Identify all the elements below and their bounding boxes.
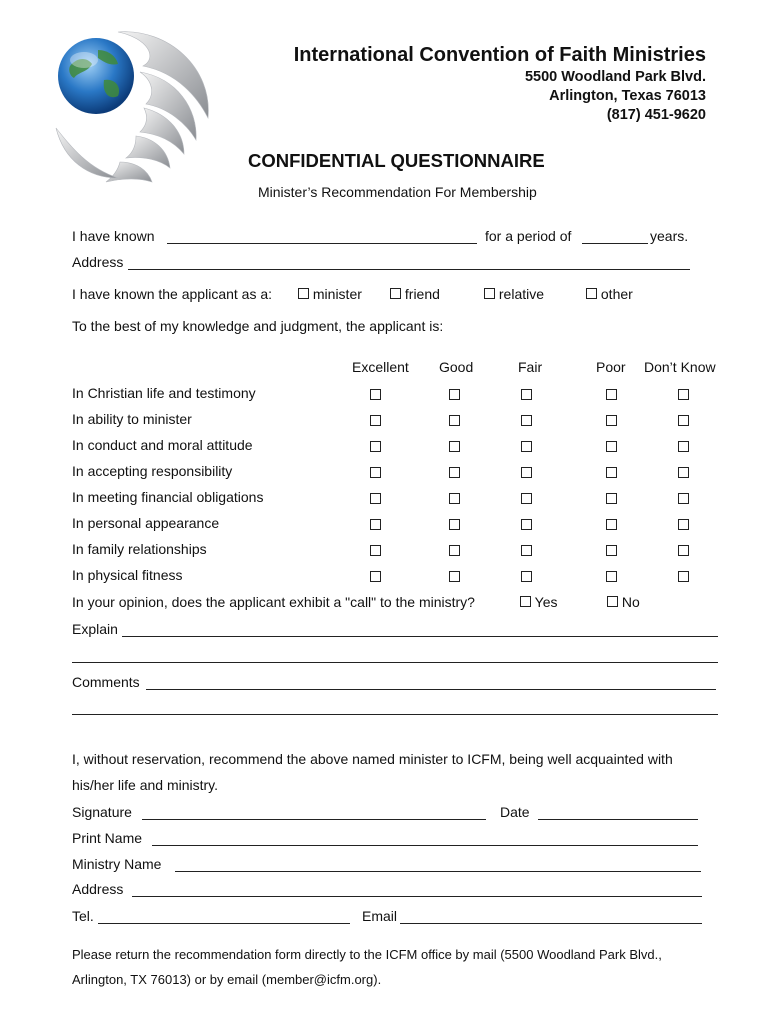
- rating-checkbox[interactable]: [678, 415, 689, 426]
- page-subtitle: Minister’s Recommendation For Membership: [258, 184, 537, 200]
- minister-label: minister: [312, 286, 362, 302]
- rating-checkbox[interactable]: [606, 545, 617, 556]
- call-yes-option[interactable]: [520, 594, 557, 610]
- rating-checkbox[interactable]: [370, 519, 381, 530]
- email-label: Email: [362, 908, 398, 924]
- email-field[interactable]: [400, 923, 702, 924]
- call-no-checkbox[interactable]: [607, 596, 618, 607]
- other-checkbox[interactable]: [586, 288, 597, 299]
- rating-checkbox[interactable]: [449, 493, 460, 504]
- rating-checkbox[interactable]: [521, 545, 532, 556]
- rating-checkbox[interactable]: [606, 493, 617, 504]
- call-no-option[interactable]: [607, 594, 640, 610]
- rating-checkbox[interactable]: [370, 493, 381, 504]
- relationship-option-friend[interactable]: [390, 286, 440, 302]
- rating-checkbox[interactable]: [678, 493, 689, 504]
- period-label: for a period of: [485, 228, 572, 244]
- rating-row-label: In ability to minister: [72, 411, 192, 427]
- rating-checkbox[interactable]: [606, 467, 617, 478]
- explain-field-line-2[interactable]: [72, 662, 718, 663]
- org-street: 5500 Woodland Park Blvd.: [524, 69, 706, 85]
- rating-checkbox[interactable]: [521, 467, 532, 478]
- signature-label: Signature: [72, 804, 132, 820]
- tel-label: Tel.: [72, 908, 94, 924]
- ministry-name-label: Ministry Name: [72, 856, 162, 872]
- page-title: CONFIDENTIAL QUESTIONNAIRE: [248, 150, 545, 171]
- rating-checkbox[interactable]: [606, 519, 617, 530]
- other-label: other: [600, 286, 633, 302]
- friend-checkbox[interactable]: [390, 288, 401, 299]
- comments-field[interactable]: [146, 689, 716, 690]
- friend-label: friend: [404, 286, 440, 302]
- address-label: Address: [72, 254, 124, 270]
- rating-checkbox[interactable]: [678, 519, 689, 530]
- rating-checkbox[interactable]: [449, 545, 460, 556]
- years-label: years.: [650, 228, 689, 244]
- rating-checkbox[interactable]: [370, 571, 381, 582]
- signature-field[interactable]: [142, 819, 486, 820]
- rating-checkbox[interactable]: [521, 415, 532, 426]
- col-fair: Fair: [518, 359, 543, 375]
- print-name-label: Print Name: [72, 830, 143, 846]
- rating-checkbox[interactable]: [521, 519, 532, 530]
- known-prefix: I have known: [72, 228, 155, 244]
- ministry-name-field[interactable]: [175, 871, 701, 872]
- rating-checkbox[interactable]: [449, 571, 460, 582]
- col-dont-know: Don’t Know: [644, 359, 716, 375]
- rating-row-label: In physical fitness: [72, 567, 183, 583]
- rating-checkbox[interactable]: [606, 441, 617, 452]
- date-field[interactable]: [538, 819, 698, 820]
- rating-checkbox[interactable]: [370, 415, 381, 426]
- rating-row-label: In family relationships: [72, 541, 207, 557]
- rating-row-label: In conduct and moral attitude: [72, 437, 253, 453]
- comments-field-line-2[interactable]: [72, 714, 718, 715]
- rating-checkbox[interactable]: [521, 571, 532, 582]
- org-city: Arlington, Texas 76013: [549, 88, 706, 104]
- rating-checkbox[interactable]: [370, 441, 381, 452]
- col-good: Good: [439, 359, 474, 375]
- call-no-label: No: [621, 594, 640, 610]
- relative-checkbox[interactable]: [484, 288, 495, 299]
- rating-row-label: In Christian life and testimony: [72, 385, 256, 401]
- rating-checkbox[interactable]: [606, 389, 617, 400]
- rating-row-label: In accepting responsibility: [72, 463, 233, 479]
- relationship-option-other[interactable]: [586, 286, 633, 302]
- print-name-field[interactable]: [152, 845, 698, 846]
- rating-checkbox[interactable]: [370, 467, 381, 478]
- col-excellent: Excellent: [352, 359, 409, 375]
- address-field[interactable]: [128, 269, 690, 270]
- rating-checkbox[interactable]: [449, 467, 460, 478]
- rating-checkbox[interactable]: [370, 389, 381, 400]
- recommendation-line-2: his/her life and ministry.: [72, 777, 219, 793]
- icfm-globe-logo: [48, 28, 218, 188]
- rating-checkbox[interactable]: [449, 415, 460, 426]
- minister-checkbox[interactable]: [298, 288, 309, 299]
- rating-checkbox[interactable]: [449, 389, 460, 400]
- known-name-field[interactable]: [167, 243, 477, 244]
- rating-checkbox[interactable]: [678, 467, 689, 478]
- address-2-field[interactable]: [132, 896, 702, 897]
- tel-field[interactable]: [98, 923, 350, 924]
- rating-checkbox[interactable]: [370, 545, 381, 556]
- footer-line-1: Please return the recommendation form directly to the ICFM office by mail (5500 Woodland Park Blvd.,: [72, 947, 662, 962]
- address-2-label: Address: [72, 881, 124, 897]
- rating-checkbox[interactable]: [521, 389, 532, 400]
- rating-checkbox[interactable]: [678, 441, 689, 452]
- relationship-option-relative[interactable]: [484, 286, 544, 302]
- explain-label: Explain: [72, 621, 118, 637]
- rating-checkbox[interactable]: [449, 519, 460, 530]
- comments-label: Comments: [72, 674, 140, 690]
- relationship-prompt: I have known the applicant as a:: [72, 286, 273, 302]
- call-question: In your opinion, does the applicant exhibit a "call" to the ministry?: [72, 594, 475, 610]
- recommendation-line-1: I, without reservation, recommend the above named minister to ICFM, being well acquainted with: [72, 751, 673, 767]
- rating-checkbox[interactable]: [606, 571, 617, 582]
- globe-shape: [58, 38, 134, 114]
- call-yes-checkbox[interactable]: [520, 596, 531, 607]
- rating-checkbox[interactable]: [678, 389, 689, 400]
- years-field[interactable]: [582, 243, 648, 244]
- rating-row-label: In meeting financial obligations: [72, 489, 264, 505]
- rating-row-label: In personal appearance: [72, 515, 220, 531]
- rating-checkbox[interactable]: [606, 415, 617, 426]
- date-label: Date: [500, 804, 530, 820]
- rating-checkbox[interactable]: [521, 441, 532, 452]
- rating-checkbox[interactable]: [678, 545, 689, 556]
- rating-checkbox[interactable]: [521, 493, 532, 504]
- rating-checkbox[interactable]: [678, 571, 689, 582]
- org-name: International Convention of Faith Ministries: [293, 44, 706, 66]
- org-phone: (817) 451-9620: [606, 107, 706, 123]
- call-yes-label: Yes: [534, 594, 558, 610]
- col-poor: Poor: [596, 359, 626, 375]
- footer-line-2: Arlington, TX 76013) or by email (member@icfm.org).: [72, 972, 382, 987]
- relative-label: relative: [498, 286, 545, 302]
- rating-checkbox[interactable]: [449, 441, 460, 452]
- relationship-option-minister[interactable]: [298, 286, 362, 302]
- assessment-intro: To the best of my knowledge and judgment, the applicant is:: [72, 318, 444, 334]
- explain-field[interactable]: [122, 636, 718, 637]
